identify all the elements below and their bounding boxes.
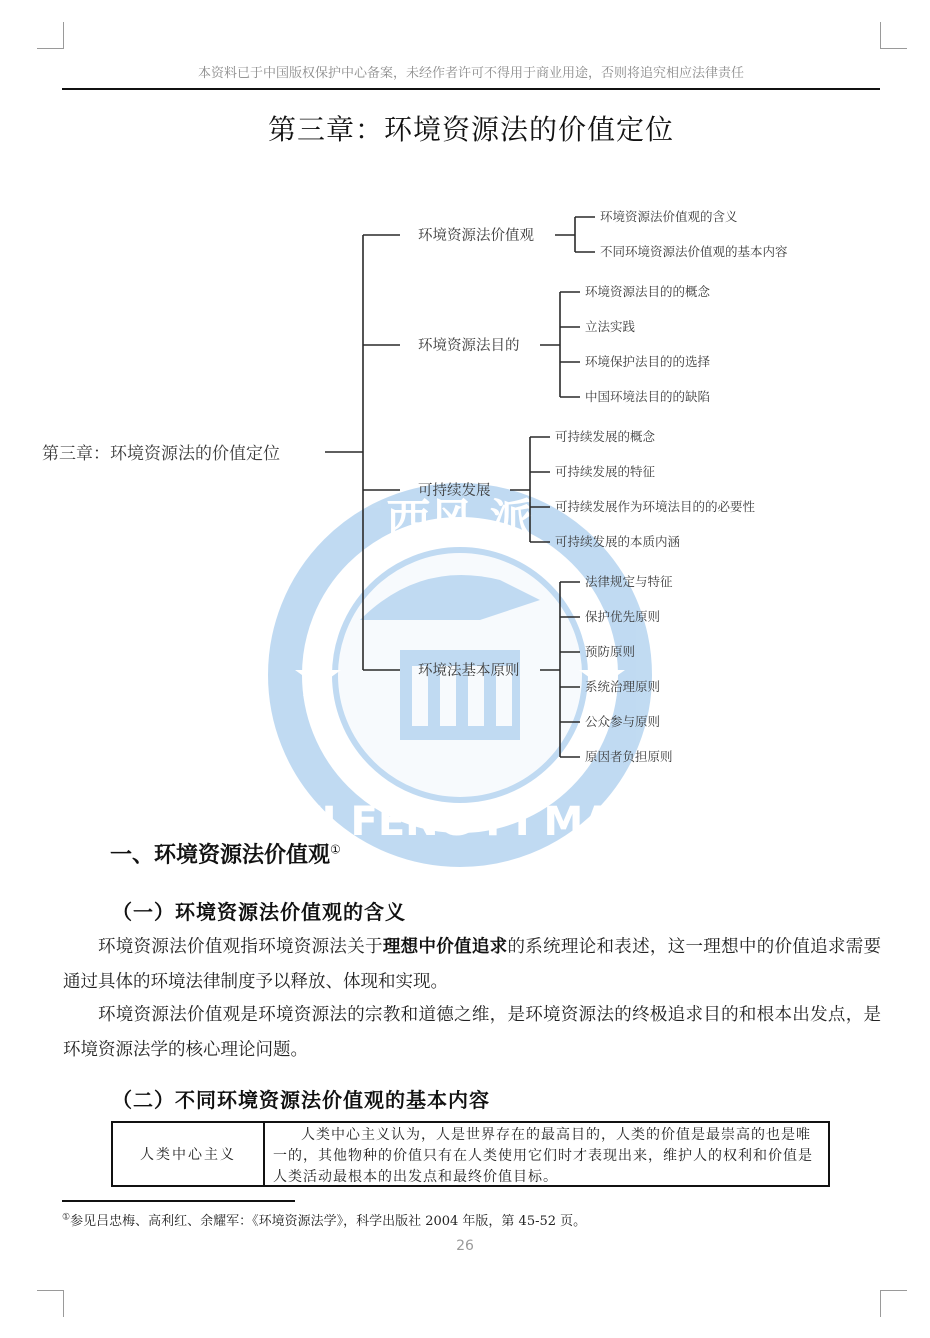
leaf: 保护优先原则 bbox=[585, 609, 661, 624]
footnote-mark: ① bbox=[62, 1212, 71, 1223]
leaf: 可持续发展的本质内涵 bbox=[555, 534, 681, 549]
mind-map bbox=[0, 180, 930, 845]
subsection-heading-1: （一）环境资源法价值观的含义 bbox=[112, 900, 406, 924]
leaf: 立法实践 bbox=[585, 319, 636, 334]
crop-mark-top-left bbox=[37, 22, 64, 49]
page-number: 26 bbox=[456, 1238, 474, 1254]
para1-emphasis: 理想中价值追求 bbox=[382, 937, 508, 957]
table-cell-description: 人类中心主义认为，人是世界存在的最高目的，人类的价值是最崇高的也是唯一的，其他物种的价值只有在人类使用它们时才表现出来，维护人的权利和价值是人类活动最根本的出发点和最终价值目标。 bbox=[273, 1127, 813, 1185]
leaf: 环境资源法目的的概念 bbox=[585, 284, 711, 299]
branch-sustainable: 可持续发展 bbox=[418, 483, 491, 499]
branch-value-view: 环境资源法价值观 bbox=[418, 228, 534, 244]
paragraph-significance: 环境资源法价值观是环境资源法的宗教和道德之维，是环境资源法的终极追求目的和根本出发点，是环境资源法学的核心理论问题。 bbox=[63, 1005, 881, 1060]
footnote-rule bbox=[62, 1200, 295, 1202]
value-view-table bbox=[111, 1121, 830, 1187]
section-heading bbox=[110, 838, 341, 869]
leaf: 可持续发展的特征 bbox=[555, 464, 656, 479]
watermark-text-top: 西风 派 bbox=[386, 495, 534, 546]
subsection-heading-2: （二）不同环境资源法价值观的基本内容 bbox=[112, 1088, 490, 1112]
watermark-text-bottom: XI FENG PI MAI bbox=[290, 799, 630, 845]
crop-mark-top-right bbox=[880, 22, 907, 49]
leaf: 公众参与原则 bbox=[585, 714, 661, 729]
mind-map-root: 第三章：环境资源法的价值定位 bbox=[42, 444, 280, 464]
chapter-title: 第三章：环境资源法的价值定位 bbox=[267, 113, 674, 146]
leaf: 环境资源法价值观的含义 bbox=[600, 209, 738, 224]
paragraph-definition bbox=[63, 930, 881, 1000]
table-cell-name: 人类中心主义 bbox=[113, 1123, 265, 1185]
leaf: 可持续发展的概念 bbox=[555, 429, 656, 444]
leaf: 中国环境法目的的缺陷 bbox=[585, 389, 711, 404]
branch-purpose: 环境资源法目的 bbox=[418, 338, 520, 354]
section-heading-text: 一、环境资源法价值观 bbox=[110, 843, 331, 868]
para1-text-a: 环境资源法价值观指环境资源法关于 bbox=[98, 937, 383, 957]
leaf: 环境保护法目的的选择 bbox=[585, 354, 711, 369]
footnote bbox=[62, 1210, 586, 1229]
branch-principles: 环境法基本原则 bbox=[418, 663, 520, 679]
leaf: 系统治理原则 bbox=[585, 679, 661, 694]
footnote-text: 参见吕忠梅、高利红、余耀军：《环境资源法学》，科学出版社 2004 年版，第 45-52 页。 bbox=[70, 1214, 587, 1229]
header-rule bbox=[62, 88, 880, 90]
leaf: 预防原则 bbox=[585, 644, 636, 659]
leaf: 不同环境资源法价值观的基本内容 bbox=[600, 244, 788, 259]
footnote-ref[interactable]: ① bbox=[330, 842, 341, 857]
leaf: 可持续发展作为环境法目的的必要性 bbox=[555, 499, 756, 514]
para1-text-b: 的系统理论和表述，这一理想中的价值追求需要通过具体的环境法律制度予以释放、体现和实现。 bbox=[63, 937, 882, 992]
crop-mark-bottom-right bbox=[880, 1290, 907, 1317]
leaf: 法律规定与特征 bbox=[585, 574, 673, 589]
leaf: 原因者负担原则 bbox=[585, 749, 673, 764]
copyright-notice: 本资料已于中国版权保护中心备案，未经作者许可不得用于商业用途，否则将追究相应法律责任 bbox=[197, 66, 744, 81]
crop-mark-bottom-left bbox=[37, 1290, 64, 1317]
